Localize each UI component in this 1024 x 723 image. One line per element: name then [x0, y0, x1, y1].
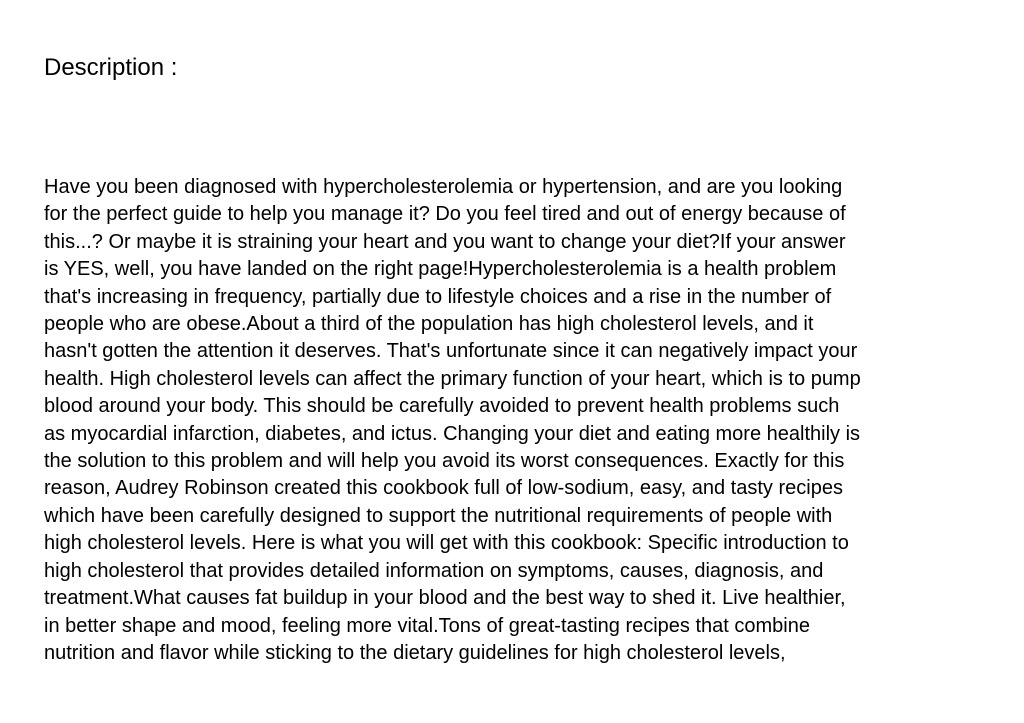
description-line: reason, Audrey Robinson created this cookbook full of low-sodium, easy, and tasty recipes [44, 477, 843, 500]
description-line: which have been carefully designed to support the nutritional requirements of people with [44, 504, 833, 527]
description-line: that's increasing in frequency, partially due to lifestyle choices and a rise in the number of [44, 285, 832, 308]
description-body [44, 174, 1004, 667]
description-line: high cholesterol levels. Here is what you will get with this cookbook: Specific introduction to [44, 532, 849, 555]
description-line: people who are obese.About a third of the population has high cholesterol levels, and it [44, 313, 814, 336]
description-line: high cholesterol that provides detailed information on symptoms, causes, diagnosis, and [44, 559, 824, 582]
description-line: is YES, well, you have landed on the right page!Hypercholesterolemia is a health problem [44, 258, 837, 281]
description-line: as myocardial infarction, diabetes, and ictus. Changing your diet and eating more healthily is [44, 422, 861, 445]
description-heading: Description : [44, 54, 178, 81]
description-line: for the perfect guide to help you manage it? Do you feel tired and out of energy because of [44, 203, 846, 226]
description-line: Have you been diagnosed with hypercholesterolemia or hypertension, and are you looking [44, 176, 843, 198]
description-line: this...? Or maybe it is straining your heart and you want to change your diet?If your answer [44, 230, 846, 253]
description-line: treatment.What causes fat buildup in your blood and the best way to shed it. Live healthier, [44, 587, 846, 610]
description-line: the solution to this problem and will help you avoid its worst consequences. Exactly for this [44, 450, 845, 473]
description-line: nutrition and flavor while sticking to the dietary guidelines for high cholesterol levels, [44, 641, 786, 664]
description-line: in better shape and mood, feeling more vital.Tons of great-tasting recipes that combine [44, 614, 810, 637]
description-line: health. High cholesterol levels can affect the primary function of your heart, which is to pump [44, 367, 861, 390]
description-line: blood around your body. This should be carefully avoided to prevent health problems such [44, 395, 840, 418]
description-line: hasn't gotten the attention it deserves. That's unfortunate since it can negatively impact your [44, 340, 858, 363]
